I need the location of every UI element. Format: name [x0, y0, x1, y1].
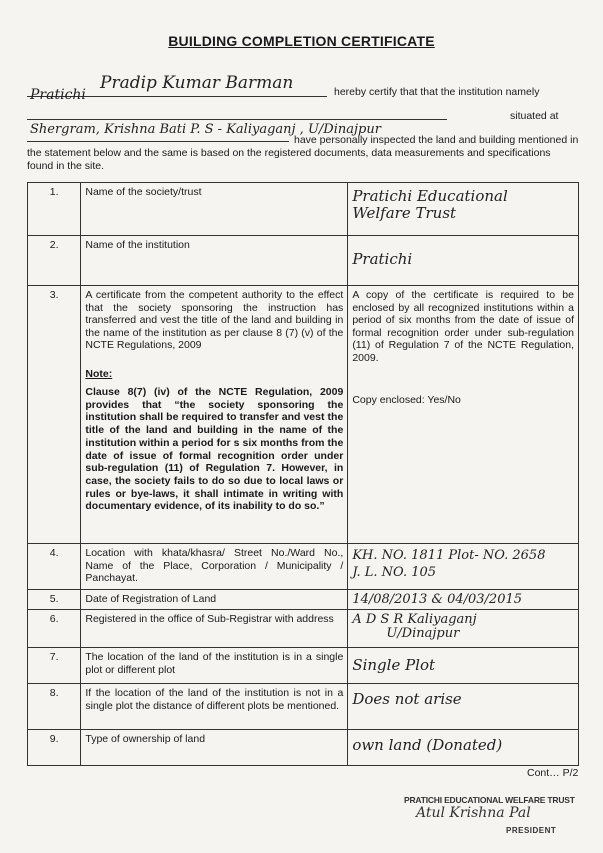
- details-table: [27, 182, 579, 766]
- page-title: BUILDING COMPLETION CERTIFICATE: [168, 33, 435, 49]
- institution-name-handwritten: Pratichi: [30, 87, 86, 103]
- row-question: Type of ownership of land: [81, 730, 348, 766]
- answer-handwritten-line1: KH. NO. 1811 Plot- NO. 2658: [352, 548, 546, 563]
- table-row: [28, 183, 579, 236]
- table-row: [28, 610, 579, 648]
- row-answer: [348, 183, 579, 236]
- answer-handwritten-line2: J. L. NO. 105: [352, 565, 437, 580]
- row-question: Registered in the office of Sub-Registrar with address: [81, 610, 348, 648]
- inspected-text: have personally inspected the land and building mentioned in: [294, 134, 579, 146]
- intro-paragraph: the statement below and the same is based on the registered documents, data measurements and specifications found in the site.: [27, 147, 551, 172]
- answer-handwritten: 14/08/2013 & 04/03/2015: [352, 592, 523, 607]
- row-question: [81, 286, 348, 544]
- row-number: 9.: [28, 730, 81, 766]
- row-answer: [348, 610, 579, 648]
- location-underline: [27, 141, 289, 142]
- answer-handwritten: Single Plot: [352, 656, 436, 674]
- note-text: Clause 8(7) (iv) of the NCTE Regulation, 2009 provides that “the society sponsoring the institution shall be required to transfer and vest the title of the land and building in the name of the institution within a period for s six months from the date of issue of formal recognition order under sub-regulation (11) of Regulation 7. However, in case, the society fails to do so due to local laws or rules or bye-laws, it shall intimate in writing with documentary evidence, of its inability to do so.”: [85, 386, 344, 513]
- location-handwritten: Shergram, Krishna Bati P. S - Kaliyaganj , U/Dinajpur: [30, 122, 381, 137]
- row-question: Name of the institution: [81, 236, 348, 286]
- note-label: Note:: [85, 367, 113, 380]
- institution-underline: [27, 119, 447, 120]
- row-question: Location with khata/khasra/ Street No./Ward No., Name of the Place, Corporation / Municipality / Panchayat.: [81, 544, 348, 590]
- stamp-role: PRESIDENT: [506, 826, 557, 835]
- table-row: [28, 236, 579, 286]
- row-number: 7.: [28, 648, 81, 684]
- table-row: [28, 544, 579, 590]
- row-answer: [348, 286, 579, 544]
- table-row: [28, 684, 579, 730]
- row-question: The location of the land of the institution is in a single plot or different plot: [81, 648, 348, 684]
- row-answer: [348, 544, 579, 590]
- situated-label: situated at: [510, 110, 559, 122]
- answer-handwritten: Does not arise: [352, 690, 462, 708]
- row-question: Name of the society/trust: [81, 183, 348, 236]
- table-row: [28, 648, 579, 684]
- table-row: [28, 590, 579, 610]
- table-row: [28, 730, 579, 766]
- signatory-name: Pradip Kumar Barman: [100, 73, 294, 93]
- row-answer: [348, 648, 579, 684]
- row-answer: [348, 684, 579, 730]
- row-number: 6.: [28, 610, 81, 648]
- row-number: 4.: [28, 544, 81, 590]
- president-signature: Atul Krishna Pal: [416, 805, 531, 821]
- answer-handwritten: own land (Donated): [352, 736, 503, 754]
- answer-print: A copy of the certificate is required to be enclosed by all recognized institutions within a period of six months from the date of issue of formal recognition order under sub-regulation (11) of Regulation 7 of the NCTE Regulation, 2009.: [352, 289, 574, 364]
- answer-handwritten-line1: A D S R Kaliyaganj: [352, 612, 477, 627]
- row-number: 3.: [28, 286, 81, 544]
- row-question: Date of Registration of Land: [81, 590, 348, 610]
- answer-handwritten-line2: U/Dinajpur: [386, 626, 460, 641]
- table-row: [28, 286, 579, 544]
- copy-enclosed: Copy enclosed: Yes/No: [352, 394, 461, 406]
- question-text: A certificate from the competent authority to the effect that the society sponsoring the instruction has transferred and vest the title of the land and building in the name of the institution as per clause 8 (7) (v) of the NCTE Regulations, 2009: [85, 289, 344, 351]
- row-answer: [348, 236, 579, 286]
- row-number: 8.: [28, 684, 81, 730]
- trust-stamp: PRATICHI EDUCATIONAL WELFARE TRUST: [404, 795, 575, 805]
- answer-handwritten: Pratichi Educational Welfare Trust: [352, 187, 508, 222]
- row-number: 5.: [28, 590, 81, 610]
- certify-text: hereby certify that that the institution namely: [334, 86, 540, 98]
- row-answer: [348, 730, 579, 766]
- row-number: 2.: [28, 236, 81, 286]
- continued-label: Cont… P/2: [527, 767, 579, 779]
- answer-handwritten: Pratichi: [352, 250, 413, 268]
- row-number: 1.: [28, 183, 81, 236]
- row-answer: [348, 590, 579, 610]
- row-question: If the location of the land of the institution is not in a single plot the distance of different plots be mentioned.: [81, 684, 348, 730]
